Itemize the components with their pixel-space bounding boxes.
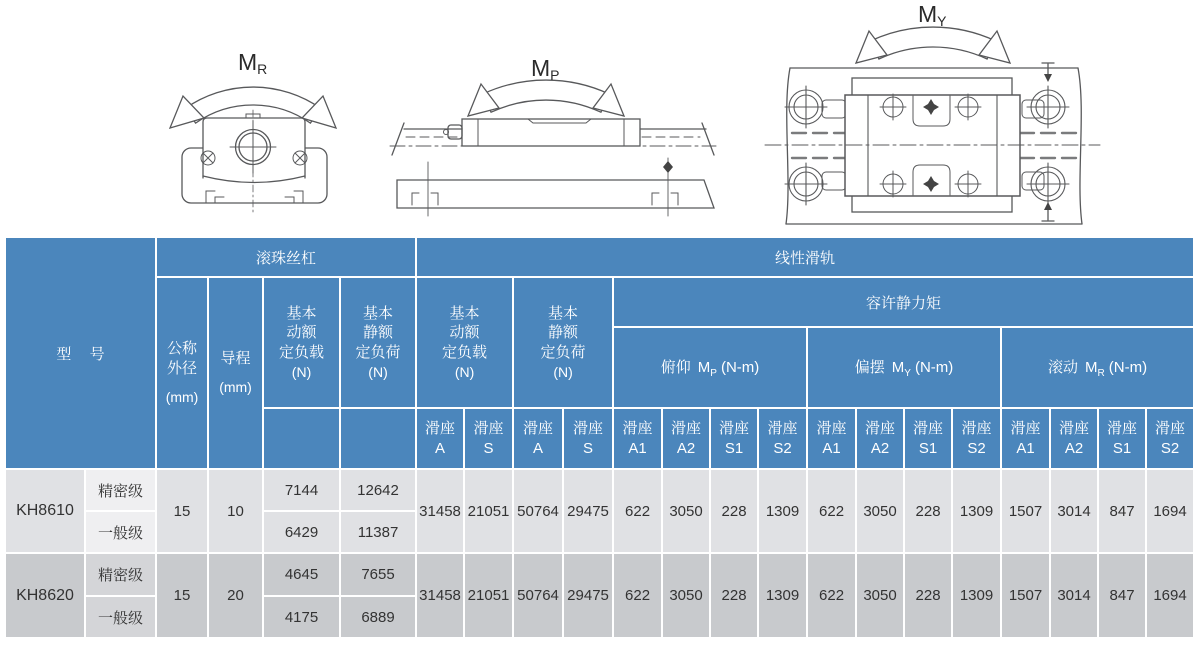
data-cell: 1694: [1146, 469, 1194, 553]
data-cell: 21051: [464, 469, 513, 553]
carriage-block-end-view: [203, 118, 305, 178]
header-slider-a1: 滑座 A1: [807, 408, 856, 469]
data-cell: 10: [208, 469, 263, 553]
data-cell: 228: [904, 553, 952, 638]
data-cell: 228: [710, 553, 758, 638]
data-cell: 622: [807, 553, 856, 638]
data-cell: 7144: [263, 469, 340, 511]
model-cell: KH8620: [5, 553, 85, 638]
data-cell: 622: [613, 469, 662, 553]
data-cell: 847: [1098, 469, 1146, 553]
header-slider-a2: 滑座 A2: [856, 408, 904, 469]
data-cell: 228: [710, 469, 758, 553]
header-slider-s: 滑座 S: [563, 408, 613, 469]
spec-table: [4, 236, 1195, 639]
data-cell: 50764: [513, 553, 563, 638]
header-nominal-od: 公称 外径 (mm): [156, 277, 208, 469]
header-slider-a: 滑座 A: [513, 408, 563, 469]
header-slider-s1: 滑座 S1: [904, 408, 952, 469]
header-group-ball-screw: 滚珠丝杠: [156, 237, 416, 277]
header-yaw-moment: 偏摆 $M_Y$ (N-m): [807, 327, 1001, 408]
rail-base-side: [397, 180, 714, 208]
header-slider-s1: 滑座 S1: [710, 408, 758, 469]
data-cell: 622: [807, 469, 856, 553]
pitch-moment-diagram: [390, 55, 716, 216]
data-cell: 29475: [563, 553, 613, 638]
data-cell: 622: [613, 553, 662, 638]
data-cell: 12642: [340, 469, 416, 511]
data-cell: 6429: [263, 511, 340, 553]
header-slider-a: 滑座 A: [416, 408, 464, 469]
data-cell: 6889: [340, 596, 416, 638]
data-cell: 21051: [464, 553, 513, 638]
data-cell: 1694: [1146, 553, 1194, 638]
data-cell: 228: [904, 469, 952, 553]
data-cell: 3050: [662, 469, 710, 553]
data-cell: 1309: [952, 553, 1001, 638]
data-cell: 11387: [340, 511, 416, 553]
header-slider-s2: 滑座 S2: [758, 408, 807, 469]
header-slider-s2: 滑座 S2: [952, 408, 1001, 469]
header-static-moment-group: 容许静力矩: [613, 277, 1194, 327]
header-slider-s2: 滑座 S2: [1146, 408, 1194, 469]
roll-moment-label: MR: [238, 49, 268, 77]
data-cell: 15: [156, 553, 208, 638]
data-cell: 1309: [758, 469, 807, 553]
header-slider-a2: 滑座 A2: [662, 408, 710, 469]
data-cell: 3050: [856, 469, 904, 553]
header-lg-dynamic-load: 基本 动额 定负载 (N): [416, 277, 513, 408]
data-cell: 847: [1098, 553, 1146, 638]
data-cell: 1309: [758, 553, 807, 638]
data-cell: 3014: [1050, 553, 1098, 638]
data-cell: 3014: [1050, 469, 1098, 553]
grade-cell: 一般级: [85, 596, 156, 638]
header-lg-static-load: 基本 静额 定负荷 (N): [513, 277, 613, 408]
table-row: [5, 469, 1194, 511]
grade-cell: 精密级: [85, 469, 156, 511]
moment-diagrams: [0, 0, 1200, 236]
pitch-arc-arrow: [483, 80, 610, 112]
header-lead: 导程 (mm): [208, 277, 263, 469]
header-slider-a2: 滑座 A2: [1050, 408, 1098, 469]
header-slider-s: 滑座 S: [464, 408, 513, 469]
yaw-arc-arrow: [871, 27, 996, 59]
header-slider-a1: 滑座 A1: [1001, 408, 1050, 469]
spec-table-wrap: [4, 236, 1194, 639]
header-empty-bs-dyn: [263, 408, 340, 469]
grade-cell: 精密级: [85, 553, 156, 596]
data-cell: 31458: [416, 553, 464, 638]
section-marker-diamond: [663, 161, 673, 173]
data-cell: 1309: [952, 469, 1001, 553]
header-pitch-moment: 俯仰 $M_P$ (N-m): [613, 327, 807, 408]
header-model: 型 号: [5, 237, 156, 469]
header-group-linear-guide: 线性滑轨: [416, 237, 1194, 277]
pitch-moment-label: MP: [531, 55, 560, 83]
header-slider-s1: 滑座 S1: [1098, 408, 1146, 469]
header-bs-static-load: 基本 静额 定负荷 (N): [340, 277, 416, 408]
yaw-moment-diagram: [765, 1, 1100, 224]
data-cell: 31458: [416, 469, 464, 553]
data-cell: 3050: [662, 553, 710, 638]
header-bs-dynamic-load: 基本 动额 定负载 (N): [263, 277, 340, 408]
data-cell: 4645: [263, 553, 340, 596]
data-cell: 50764: [513, 469, 563, 553]
model-cell: KH8610: [5, 469, 85, 553]
table-row: [5, 553, 1194, 596]
header-roll-moment: 滚动 $M_R$ (N-m): [1001, 327, 1194, 408]
data-cell: 1507: [1001, 553, 1050, 638]
data-cell: 15: [156, 469, 208, 553]
header-slider-a1: 滑座 A1: [613, 408, 662, 469]
grade-cell: 一般级: [85, 511, 156, 553]
data-cell: 29475: [563, 469, 613, 553]
data-cell: 20: [208, 553, 263, 638]
data-cell: 4175: [263, 596, 340, 638]
header-empty-bs-stat: [340, 408, 416, 469]
data-cell: 1507: [1001, 469, 1050, 553]
roll-moment-diagram: [170, 49, 336, 212]
yaw-moment-label: MY: [918, 1, 947, 29]
data-cell: 7655: [340, 553, 416, 596]
data-cell: 3050: [856, 553, 904, 638]
